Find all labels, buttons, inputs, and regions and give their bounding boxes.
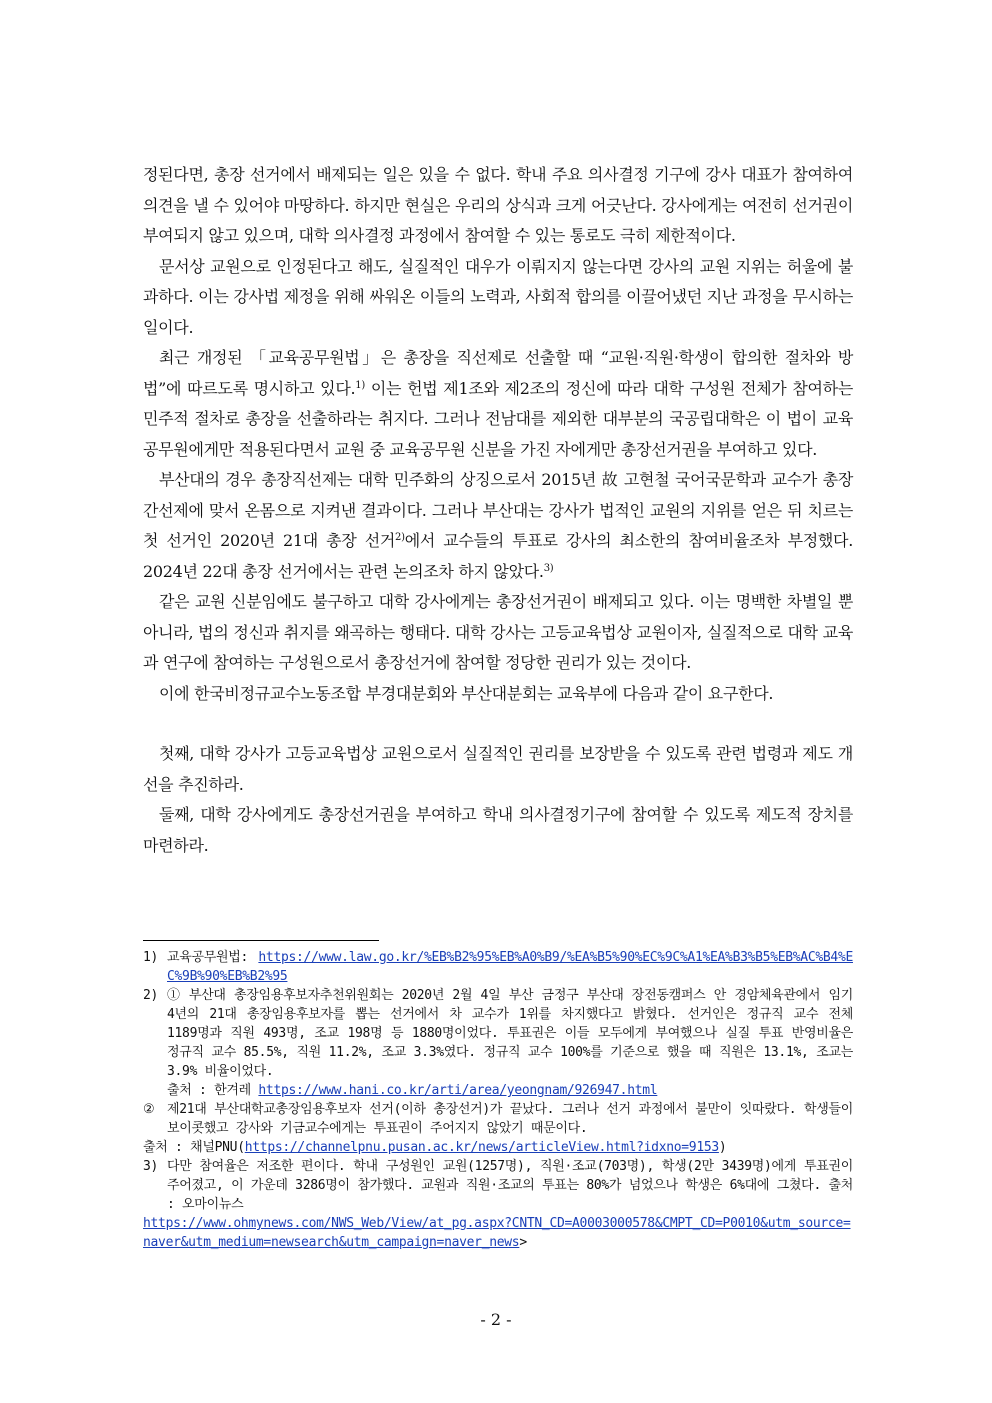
- footnote-3: [143, 1157, 853, 1214]
- paragraph-2: 문서상 교원으로 인정된다고 해도, 실질적인 대우가 이뤄지지 않는다면 강사의 교원 지위는 허울에 불과하다. 이는 강사법 제정을 위해 싸워온 이들의 노력과, 사회적 합의를 이끌어냈던 지난 과정을 무시하는 일이다.: [143, 256, 853, 337]
- footnote-2-part-2-text: 제21대 부산대학교총장임용후보자 선거(이하 총장선거)가 끝났다. 그러나 선거 과정에서 불만이 잇따랐다. 학생들이 보이콧했고 강사와 기금교수에게는 투표권이 주어지지 않았기 때문이다.: [167, 1102, 853, 1136]
- paragraph-3: [143, 343, 853, 465]
- demand-1: 첫째, 대학 강사가 고등교육법상 교원으로서 실질적인 권리를 보장받을 수 있도록 관련 법령과 제도 개선을 추진하라.: [143, 744, 853, 794]
- paragraph-1: 정된다면, 총장 선거에서 배제되는 일은 있을 수 없다. 학내 주요 의사결정 기구에 강사 대표가 참여하여 의견을 낼 수 있어야 마땅하다. 하지만 현실은 우리의 상식과 크게 어긋난다. 강사에게는 여전히 선거권이 부여되지 않고 있으며, 대학 의사결정 과정에서 참여할 수 있는 통로도 극히 제한적이다.: [143, 165, 853, 245]
- paragraph-3-text-b: 이는 헌법 제1조와 제2조의 정신에 따라 대학 구성원 전체가 참여하는 민주적 절차로 총장을 선출하라는 취지다. 그러나 전남대를 제외한 대부분의 국공립대학은 이 법이 교육공무원에게만 적용된다면서 교원 중 교육공무원 신분을 가진 자에게만 총장선거권을 부여하고 있다.: [143, 378, 853, 459]
- footnote-2-source-2: [143, 1138, 853, 1157]
- footnote-divider: [143, 940, 379, 941]
- footnote-3-number: 3): [143, 1159, 159, 1174]
- demand-2: 둘째, 대학 강사에게도 총장선거권을 부여하고 학내 의사결정기구에 참여할 수 있도록 제도적 장치를 마련하라.: [143, 805, 853, 855]
- footnote-2-part-1: ① 부산대 총장임용후보자추천위원회는 2020년 2월 4일 부산 금정구 부산대 장전동캠퍼스 안 경암체육관에서 임기 4년의 21대 총장임용후보자를 뽑는 선거에서 차 교수가 1위를 차지했다고 밝혔다. 선거인은 정규직 교수 전체 1189명과 직원 493명, 조교 198명 등 1880명이었다. 투표권은 이들 모두에게 부여했으나 실질 투표 반영비율은 정규직 교수 85.5%, 직원 11.2%, 조교 3.3%였다. 정규직 교수 100%를 기준으로 했을 때 직원은 13.1%, 조교는 3.9% 비율이었다.: [167, 988, 853, 1079]
- footnote-ref-1[interactable]: 1): [355, 379, 365, 391]
- paragraph-5: 같은 교원 신분임에도 불구하고 대학 강사에게는 총장선거권이 배제되고 있다. 이는 명백한 차별일 뿐 아니라, 법의 정신과 취지를 왜곡하는 행태다. 대학 강사는 고등교육법상 교원이자, 실질적으로 대학 교육과 연구에 참여하는 구성원으로서 총장선거에 참여할 정당한 권리가 있는 것이다.: [143, 592, 853, 672]
- footnote-2-source-1-link[interactable]: https://www.hani.co.kr/arti/area/yeongnam/926947.html: [258, 1083, 658, 1098]
- footnote-ref-3[interactable]: 3): [543, 562, 554, 574]
- page-number: - 2 -: [480, 1310, 512, 1329]
- footnote-2-source-2-link[interactable]: https://channelpnu.pusan.ac.kr/news/articleView.html?idxno=9153: [244, 1140, 719, 1155]
- footnote-3-source: [143, 1214, 853, 1252]
- footnote-2-part-2-mark: ②: [143, 1102, 155, 1117]
- paragraph-4: [143, 465, 853, 587]
- footnote-2-number: 2): [143, 988, 159, 1003]
- blank-line: [143, 709, 853, 739]
- footnote-3-link-close: >: [519, 1235, 527, 1250]
- footnote-1: [143, 948, 853, 986]
- footnote-2-source-2-close: ): [718, 1140, 727, 1155]
- paragraph-6: 이에 한국비정규교수노동조합 부경대분회와 부산대분회는 교육부에 다음과 같이 요구한다.: [159, 683, 774, 703]
- paragraph-3-text-a: 최근 개정된 「교육공무원법」은 총장을 직선제로 선출할 때 “교원·직원·학생이 합의한 절차와 방법”에 따르도록 명시하고 있다.: [143, 348, 853, 398]
- footnote-3-text: 다만 참여율은 저조한 편이다. 학내 구성원인 교원(1257명), 직원·조교(703명), 학생(2만 3439명)에게 투표권이 주어졌고, 이 가운데 3286명이 참가했다. 교원과 직원·조교의 투표는 80%가 넘었으나 학생은 6%대에 그쳤다. 출처 : 오마이뉴스: [167, 1159, 854, 1212]
- footnote-2: [143, 986, 853, 1100]
- footnote-1-number: 1): [143, 950, 159, 965]
- footnotes: [143, 948, 853, 1252]
- footnote-2-source-2-label: 출처 : 채널PNU(: [143, 1140, 245, 1155]
- footnote-ref-2[interactable]: 2): [395, 532, 405, 543]
- footnote-2-source-1-label: 출처 : 한겨레: [167, 1083, 251, 1098]
- body-text: [143, 160, 853, 861]
- footnote-1-text: 교육공무원법:: [167, 950, 249, 965]
- footnote-3-link[interactable]: https://www.ohmynews.com/NWS_Web/View/at_pg.aspx?CNTN_CD=A0003000578&CMPT_CD=P0010&utm_source=naver&utm_medium=newsearch&utm_campaign=naver_news: [143, 1216, 851, 1250]
- footnote-1-link[interactable]: https://www.law.go.kr/%EB%B2%95%EB%A0%B9/%EA%B5%90%EC%9C%A1%EA%B3%B5%EB%AC%B4%EC%9B%90%EB%B2%95: [167, 950, 853, 984]
- footnote-2-part-2: [143, 1100, 853, 1138]
- paragraph-4-text-b: 에서 교수들의 투표로 강사의 최소한의 참여비율조차 부정했다. 2024년 22대 총장 선거에서는 관련 논의조차 하지 않았다.: [143, 531, 853, 581]
- paragraph-4-text-a: 부산대의 경우 총장직선제는 대학 민주화의 상징으로서 2015년 故 고현철 국어국문학과 교수가 총장 간선제에 맞서 온몸으로 지켜낸 결과이다. 그러나 부산대는 강사가 법적인 교원의 지위를 얻은 뒤 치르는 첫 선거인 2020년 21대 총장 선거: [143, 470, 853, 550]
